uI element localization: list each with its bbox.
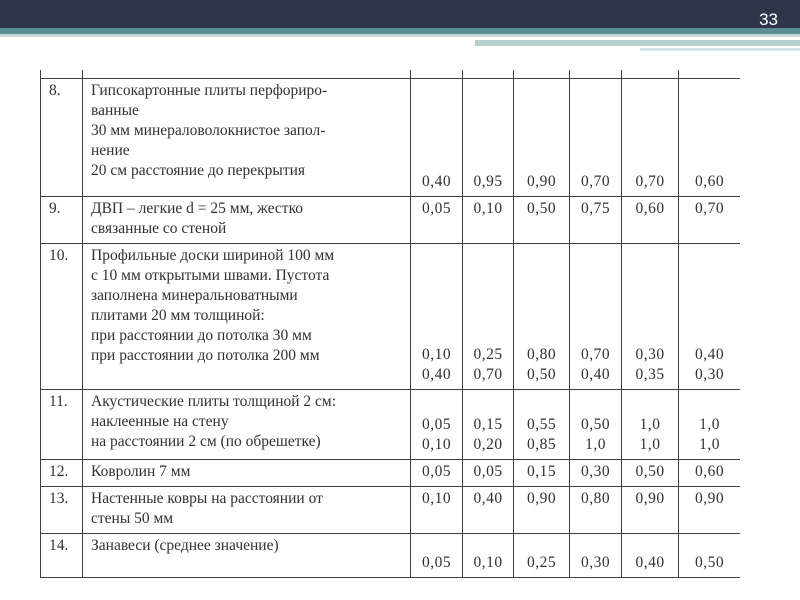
table-body [41,70,741,578]
material-description [83,460,411,487]
table-row [41,487,741,534]
absorption-value: 0,70 [622,79,679,197]
absorption-value: 0,25 0,70 [463,244,514,390]
description-line: ДВП – легкие d = 25 мм, жестко [91,200,304,217]
absorption-value: 0,05 [411,460,463,487]
row-number: 8. [41,79,83,197]
description-line: стены 50 мм [91,510,174,527]
slide-number: 33 [759,10,778,29]
description-line: ванные [91,102,139,119]
description-line: при расстоянии до потолка 200 мм [91,347,320,364]
description-line: Гипсокартонные плиты перфориро- [91,82,328,99]
description-line: Профильные доски шириной 100 мм [91,247,335,264]
absorption-value: 0,70 0,40 [570,244,622,390]
absorption-value: 0,60 [679,79,741,197]
row-number: 9. [41,197,83,244]
absorption-value: 0,40 [463,487,514,534]
absorption-value: 0,40 0,30 [679,244,741,390]
table-row [41,79,741,197]
table-row [41,534,741,578]
description-line: нение [91,142,130,159]
absorption-value: 0,05 [411,197,463,244]
description-line: на расстоянии 2 см (по обрешетке) [91,433,321,450]
absorption-value: 0,50 [679,534,741,578]
absorption-value: 0,70 [570,79,622,197]
absorption-value: 0,95 [463,79,514,197]
material-description [83,244,411,390]
material-description [83,534,411,578]
row-number: 10. [41,244,83,390]
description-line: плитами 20 мм толщиной: [91,307,265,324]
absorption-value: 0,75 [570,197,622,244]
description-line: наклеенные на стену [91,413,229,430]
material-description [83,390,411,460]
material-description [83,487,411,534]
absorption-value: 0,40 [411,79,463,197]
absorption-value: 0,15 [514,460,570,487]
table-row [41,390,741,460]
absorption-value: 0,50 [622,460,679,487]
row-number: 11. [41,390,83,460]
absorption-value: 0,40 [622,534,679,578]
absorption-value: 0,60 [679,460,741,487]
absorption-value: 0,10 0,40 [411,244,463,390]
absorption-value: 1,0 1,0 [679,390,741,460]
description-line: с 10 мм открытыми швами. Пустота [91,267,330,284]
absorption-value: 0,05 [411,534,463,578]
absorption-value: 0,50 [514,197,570,244]
absorption-value: 0,30 [570,460,622,487]
absorption-value: 0,80 [570,487,622,534]
absorption-value: 0,90 [679,487,741,534]
absorption-value: 0,80 0,50 [514,244,570,390]
row-number: 12. [41,460,83,487]
table-row [41,460,741,487]
description-line: Занавеси (среднее значение) [91,537,279,554]
material-description [83,197,411,244]
slide-header-bar [0,0,800,28]
absorption-value: 0,70 [679,197,741,244]
absorption-value: 0,90 [622,487,679,534]
absorption-value: 0,90 [514,79,570,197]
absorption-value: 0,30 [570,534,622,578]
absorption-value: 0,10 [463,534,514,578]
absorption-value: 0,60 [622,197,679,244]
absorption-value: 1,0 1,0 [622,390,679,460]
description-line: Акустические плиты толщиной 2 см: [91,393,337,410]
sound-absorption-table [40,70,740,578]
absorption-value: 0,10 [463,197,514,244]
scanned-table-image [40,70,740,590]
absorption-value: 0,55 0,85 [514,390,570,460]
row-number: 13. [41,487,83,534]
absorption-value: 0,05 0,10 [411,390,463,460]
absorption-value: 0,15 0,20 [463,390,514,460]
table-row [41,244,741,390]
absorption-value: 0,30 0,35 [622,244,679,390]
material-description [83,79,411,197]
slide-right-strip-light [640,48,800,51]
description-line: Ковролин 7 мм [91,463,191,480]
slide-right-strip [475,40,800,46]
table-row [41,197,741,244]
absorption-value: 0,05 [463,460,514,487]
absorption-value: 0,90 [514,487,570,534]
description-line: Настенные ковры на расстоянии от [91,490,323,507]
absorption-value: 0,10 [411,487,463,534]
absorption-value: 0,25 [514,534,570,578]
table-header-remnant [41,70,741,79]
description-line: заполнена минеральноватными [91,287,298,304]
absorption-value: 0,50 1,0 [570,390,622,460]
description-line: при расстоянии до потолка 30 мм [91,327,312,344]
description-line: 20 см расстояние до перекрытия [91,162,306,179]
slide-accent-stripe-light [0,34,800,37]
description-line: связанные со стеной [91,220,227,237]
row-number: 14. [41,534,83,578]
description-line: 30 мм минераловолокнистое запол- [91,122,326,139]
